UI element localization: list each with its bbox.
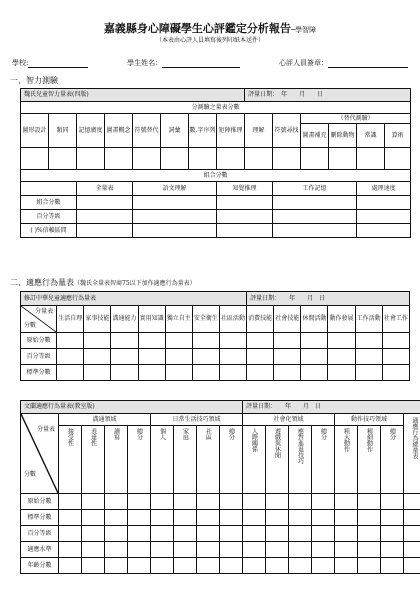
sub-head: 表達性 — [89, 428, 97, 446]
score-cell[interactable] — [357, 148, 385, 170]
sub-head: 應對進退技巧 — [296, 428, 304, 464]
subtest-head: 圖畫概念 — [105, 114, 133, 148]
score-cell[interactable] — [189, 148, 217, 170]
domain-head: 溝通領域 — [59, 414, 151, 426]
subtest-head: 圖形設計 — [21, 114, 49, 148]
score-cell[interactable] — [329, 148, 357, 170]
score-cell[interactable] — [77, 148, 105, 170]
sub-head: 人際關係 — [250, 428, 258, 452]
sub-head: 個人 — [158, 428, 166, 440]
info-row — [12, 58, 408, 68]
score-cell[interactable] — [385, 148, 411, 170]
sub-head: 讀寫 — [112, 428, 120, 440]
row-label: 原始分數 — [21, 333, 57, 349]
score-cell[interactable] — [105, 148, 133, 170]
revised-col: 獨立自主 — [165, 306, 192, 333]
sub-head: 遊戲與休閒 — [273, 428, 281, 458]
evaluator-field[interactable] — [328, 59, 408, 68]
composite-head: 處理速度 — [357, 182, 411, 196]
subtest-title: 分測驗之量表分數 — [21, 102, 411, 114]
revised-corner: 分量表 分數 — [21, 306, 57, 333]
row-label: ( )%信賴區間 — [21, 224, 77, 238]
row-label: 原始分數 — [21, 494, 59, 510]
composite-head: 全量表 — [77, 182, 133, 196]
revised-col: 生活自理 — [57, 306, 84, 333]
vineland-corner: 分量表 分數 — [21, 414, 59, 494]
report-subtitle: （本表由心評人員填寫後列印紙本送件） — [155, 37, 264, 44]
alt-title: （替代測驗） — [301, 114, 411, 124]
alt-head: 圖畫補充 — [301, 124, 329, 148]
composite-head: 語文理解 — [133, 182, 217, 196]
section-2-note: （魏氏全量表智商75以下加作適應行為量表） — [74, 280, 196, 287]
score-cell[interactable] — [133, 148, 161, 170]
student-label: 學生姓名： — [127, 59, 163, 67]
domain-head: 社會化領域 — [243, 414, 335, 426]
school-label: 學校: — [12, 59, 29, 67]
evaluator-label: 心評人員簽章： — [278, 59, 328, 67]
revised-col: 休閒活動 — [301, 306, 328, 333]
subtest-head: 矩陣推理 — [217, 114, 245, 148]
wisc-date: 評量日期： 年 月 日 — [245, 89, 411, 102]
row-label: 百分等級 — [21, 526, 59, 542]
sub-head: 社區 — [204, 428, 212, 440]
composite-head: 知覺推理 — [217, 182, 273, 196]
revised-col: 實用知識 — [138, 306, 165, 333]
revised-col: 社會工作 — [382, 306, 409, 333]
total-head: 適應行為總量表 — [404, 414, 420, 494]
revised-col: 社會技能 — [274, 306, 301, 333]
subtest-head: 符號替代 — [133, 114, 161, 148]
alt-head: 算術 — [385, 124, 411, 148]
vineland-name: 文蘭適應行為量表(教室版) — [21, 401, 243, 414]
composite-title: 組合分數 — [21, 170, 411, 182]
subtest-head: 記憶廣度 — [77, 114, 105, 148]
revised-col: 工作活動 — [355, 306, 382, 333]
sub-head: 總分 — [388, 428, 396, 440]
alt-head: 刪除動物 — [329, 124, 357, 148]
score-cell[interactable] — [245, 148, 273, 170]
sub-head: 精細動作 — [365, 428, 373, 452]
row-label: 適應水準 — [21, 542, 59, 558]
report-title: 嘉義縣身心障礙學生心評鑑定分析報告─學智障 — [103, 22, 317, 35]
score-cell[interactable] — [21, 148, 49, 170]
vineland-date: 評量日期： 年 月 日 — [243, 401, 420, 414]
revised-date: 評量日期： 年 月 日 — [247, 292, 410, 306]
subtest-head: 詞彙 — [161, 114, 189, 148]
subtest-head: 符號尋找 — [273, 114, 301, 148]
sub-head: 接受性 — [66, 428, 74, 446]
row-label: 標準分數 — [21, 365, 57, 381]
sub-head: 總分 — [135, 428, 143, 440]
revised-col: 溝通能力 — [111, 306, 138, 333]
wisc-name: 魏氏兒童智力量表(四版) — [21, 89, 245, 102]
sub-head: 總分 — [227, 428, 235, 440]
vineland-table — [20, 400, 420, 574]
row-label: 百分等級 — [21, 349, 57, 365]
row-label: 百分等級 — [21, 210, 77, 224]
revised-col: 消費技能 — [247, 306, 274, 333]
sub-head: 粗大動作 — [342, 428, 350, 452]
sub-head: 家庭 — [181, 428, 189, 440]
student-field[interactable] — [162, 59, 240, 68]
score-cell[interactable] — [301, 148, 329, 170]
row-label: 組合分數 — [21, 196, 77, 210]
revised-table — [20, 291, 410, 381]
domain-head: 日常生活技巧領域 — [151, 414, 243, 426]
section-2-title: 二、適應行為量表（魏氏全量表智商75以下加作適應行為量表） — [10, 278, 196, 287]
row-label: 年齡分數 — [21, 558, 59, 574]
revised-col: 家事技能 — [84, 306, 111, 333]
subtest-head: 理解 — [245, 114, 273, 148]
revised-col: 安全衛生 — [192, 306, 219, 333]
row-label: 標準分數 — [21, 510, 59, 526]
wisc-table — [20, 88, 411, 238]
title-suffix: ─學智障 — [290, 26, 317, 34]
revised-name: 修訂中華兒童適應行為量表 — [21, 292, 247, 306]
revised-col: 社區活動 — [219, 306, 246, 333]
subtest-head: 類同 — [49, 114, 77, 148]
section-1-title: 一、智力測驗 — [10, 76, 58, 85]
score-cell[interactable] — [217, 148, 245, 170]
subtest-head: 數.字序列 — [189, 114, 217, 148]
score-cell[interactable] — [49, 148, 77, 170]
revised-col: 動作發展 — [328, 306, 355, 333]
score-cell[interactable] — [161, 148, 189, 170]
domain-head: 動作技巧領域 — [335, 414, 404, 426]
alt-head: 常識 — [357, 124, 385, 148]
score-cell[interactable] — [273, 148, 301, 170]
composite-head: 工作記憶 — [273, 182, 357, 196]
school-field[interactable] — [28, 59, 88, 68]
sub-head: 總分 — [319, 428, 327, 440]
